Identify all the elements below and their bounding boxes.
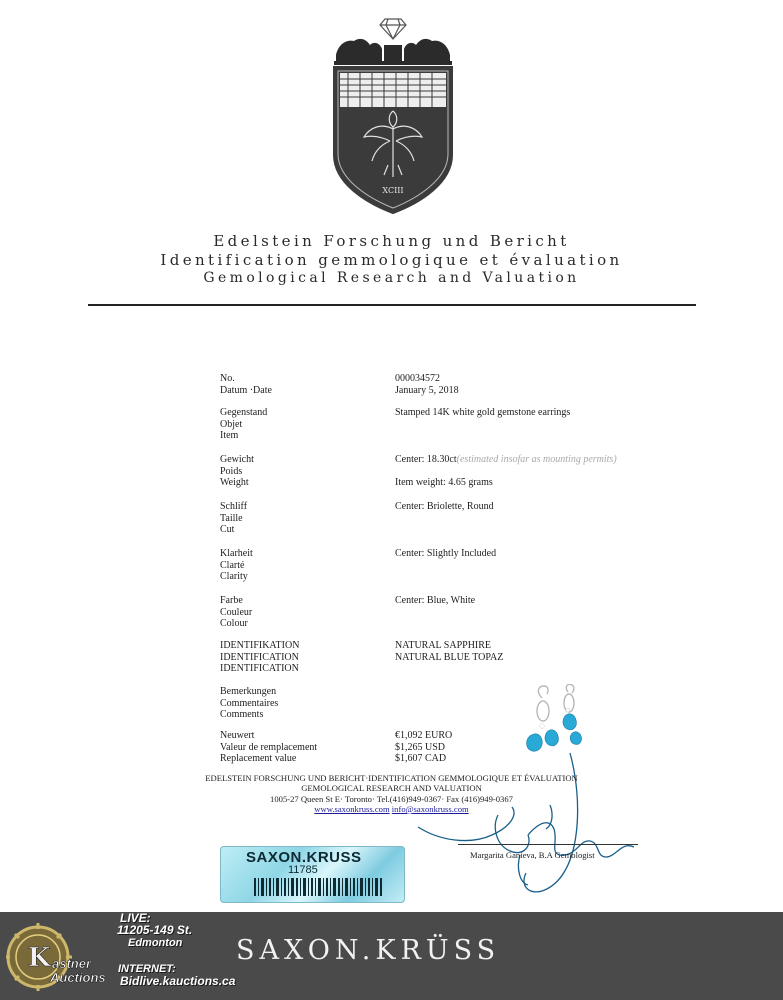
- sticker-number: 11785: [288, 864, 318, 876]
- footer-line1: EDELSTEIN FORSCHUNG UND BERICHT·IDENTIFICATION GEMMOLOGIQUE ET ÉVALUATION: [205, 773, 578, 783]
- field-weight-value: Center: 18.30ct(estimated insofar as mounting permits) Item weight: 4.65 grams: [395, 454, 617, 489]
- crest-numeral: XCIII: [382, 186, 404, 195]
- signature-line: [458, 844, 638, 845]
- griffins-icon: [334, 39, 452, 65]
- footer-line2: GEMOLOGICAL RESEARCH AND VALUATION: [301, 783, 482, 793]
- live-label: LIVE:: [120, 911, 151, 925]
- header-french: Identification gemmologique et évaluation: [160, 251, 623, 269]
- diamond-icon: [380, 19, 406, 39]
- barcode-icon: [254, 878, 384, 896]
- hologram-sticker: [220, 846, 405, 903]
- field-replacement-label: Neuwert Valeur de remplacement Replacement value: [220, 730, 318, 765]
- email-link[interactable]: info@saxonkruss.com: [391, 804, 469, 814]
- field-clarity-label: Klarheit Clarté Clarity: [220, 548, 253, 583]
- field-identification-label: IDENTIFIKATION IDENTIFICATION IDENTIFICATION: [220, 640, 300, 675]
- header-english: Gemological Research and Valuation: [203, 270, 580, 286]
- field-replacement-value: €1,092 EURO $1,265 USD $1,607 CAD: [395, 730, 453, 765]
- signature-scribble: [400, 745, 660, 895]
- field-number-date-label: No. Datum ·Date: [220, 373, 272, 396]
- footer-address: 1005-27 Queen St E· Toronto· Tel.(416)949-0367· Fax (416)949-0367: [270, 794, 513, 804]
- svg-text:Auctions: Auctions: [50, 970, 106, 985]
- field-identification-value: NATURAL SAPPHIRE NATURAL BLUE TOPAZ: [395, 640, 504, 663]
- field-comments-label: Bemerkungen Commentaires Comments: [220, 686, 279, 721]
- website-link[interactable]: www.saxonkruss.com: [314, 804, 390, 814]
- field-item-label: Gegenstand Objet Item: [220, 407, 268, 442]
- field-colour-value: Center: Blue, White: [395, 595, 476, 606]
- field-number-date-value: 000034572 January 5, 2018: [395, 373, 459, 396]
- footer-contacts: [0, 804, 783, 814]
- field-item-value: Stamped 14K white gold gemstone earrings: [395, 407, 571, 418]
- live-city: Edmonton: [128, 937, 183, 949]
- header-german: Edelstein Forschung und Bericht: [213, 232, 570, 250]
- field-colour-label: Farbe Couleur Colour: [220, 595, 253, 630]
- svg-text:K: K: [27, 943, 51, 973]
- field-cut-label: Schliff Taille Cut: [220, 501, 248, 536]
- gemologist-name: Margarita Ganieva, B.A Gemologist: [470, 850, 595, 860]
- field-weight-label: Gewicht Poids Weight: [220, 454, 254, 489]
- internet-label: INTERNET:: [118, 963, 176, 975]
- weight-note: (estimated insofar as mounting permits): [456, 454, 617, 465]
- header-divider: [88, 304, 696, 306]
- kastner-auctions-logo: [6, 920, 106, 994]
- field-clarity-value: Center: Slightly Included: [395, 548, 497, 559]
- sticker-brand: SAXON.KRUSS: [246, 849, 362, 866]
- banner-brand: SAXON.KRÜSS: [236, 935, 501, 966]
- svg-text:astner: astner: [52, 956, 92, 971]
- internet-url[interactable]: Bidlive.kauctions.ca: [120, 974, 236, 988]
- crest-logo: [330, 15, 456, 220]
- field-cut-value: Center: Briolette, Round: [395, 501, 494, 512]
- live-address: 11205-149 St.: [117, 923, 193, 937]
